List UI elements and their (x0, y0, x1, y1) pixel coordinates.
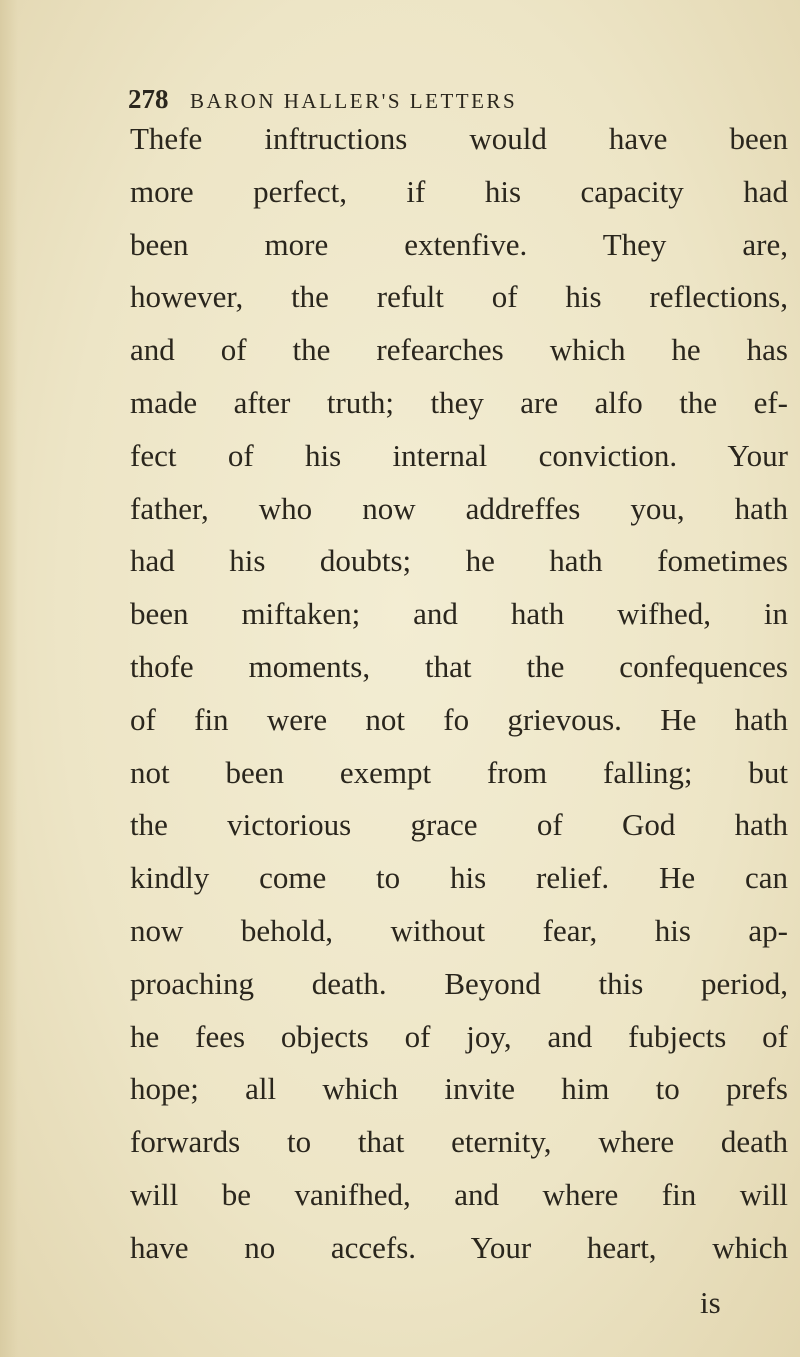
text-line-content: will be vanifhed, and where fin will (130, 1176, 788, 1212)
text-line (130, 799, 788, 852)
text-line-content: proaching death. Beyond this period, (130, 965, 788, 1001)
text-line (130, 535, 788, 588)
catchword: is (700, 1285, 721, 1320)
text-line-content: been miftaken; and hath wifhed, in (130, 596, 788, 632)
text-line (130, 113, 788, 166)
text-line (130, 1169, 788, 1222)
text-line-content: thofe moments, that the confequences (130, 648, 788, 684)
text-line (130, 905, 788, 958)
page-edge-shadow (0, 0, 18, 1357)
text-line (130, 1011, 788, 1064)
body-text (130, 113, 788, 1275)
text-line (130, 377, 788, 430)
text-line (130, 747, 788, 800)
text-line-content: been more extenfive. They are, (130, 226, 788, 262)
text-line-content: now behold, without fear, his ap- (130, 912, 788, 948)
text-line-content: kindly come to his relief. He can (130, 860, 788, 896)
text-line (130, 1116, 788, 1169)
text-line-content: however, the refult of his reflections, (130, 279, 788, 315)
text-line-content: forwards to that eternity, where death (130, 1124, 788, 1160)
text-line (130, 324, 788, 377)
text-line (130, 1222, 788, 1275)
text-line-content: hope; all which invite him to prefs (130, 1071, 788, 1107)
text-line-content: of fin were not fo grievous. He hath (130, 701, 788, 737)
text-line-content: more perfect, if his capacity had (130, 173, 788, 209)
text-line-content: and of the refearches which he has (130, 332, 788, 368)
text-line-content: have no accefs. Your heart, which (130, 1229, 788, 1265)
text-line (130, 588, 788, 641)
running-title: BARON HALLER'S LETTERS (190, 89, 518, 113)
page-number: 278 (128, 84, 169, 114)
text-line-content: he fees objects of joy, and fubjects of (130, 1018, 788, 1054)
text-line (130, 1063, 788, 1116)
text-line (130, 852, 788, 905)
text-line-content: father, who now addreffes you, hath (130, 490, 788, 526)
text-line (130, 641, 788, 694)
text-line-content: Thefe inftructions would have been (130, 121, 788, 156)
text-line (130, 219, 788, 272)
text-line-content: had his doubts; he hath fometimes (130, 543, 788, 579)
text-line (130, 958, 788, 1011)
text-line-content: the victorious grace of God hath (130, 807, 788, 843)
text-line (130, 483, 788, 536)
text-line (130, 694, 788, 747)
text-line (130, 271, 788, 324)
text-line (130, 166, 788, 219)
text-line-content: fect of his internal conviction. Your (130, 437, 788, 473)
text-line (130, 430, 788, 483)
text-line-content: not been exempt from falling; but (130, 754, 788, 790)
text-line-content: made after truth; they are alfo the ef- (130, 384, 788, 420)
